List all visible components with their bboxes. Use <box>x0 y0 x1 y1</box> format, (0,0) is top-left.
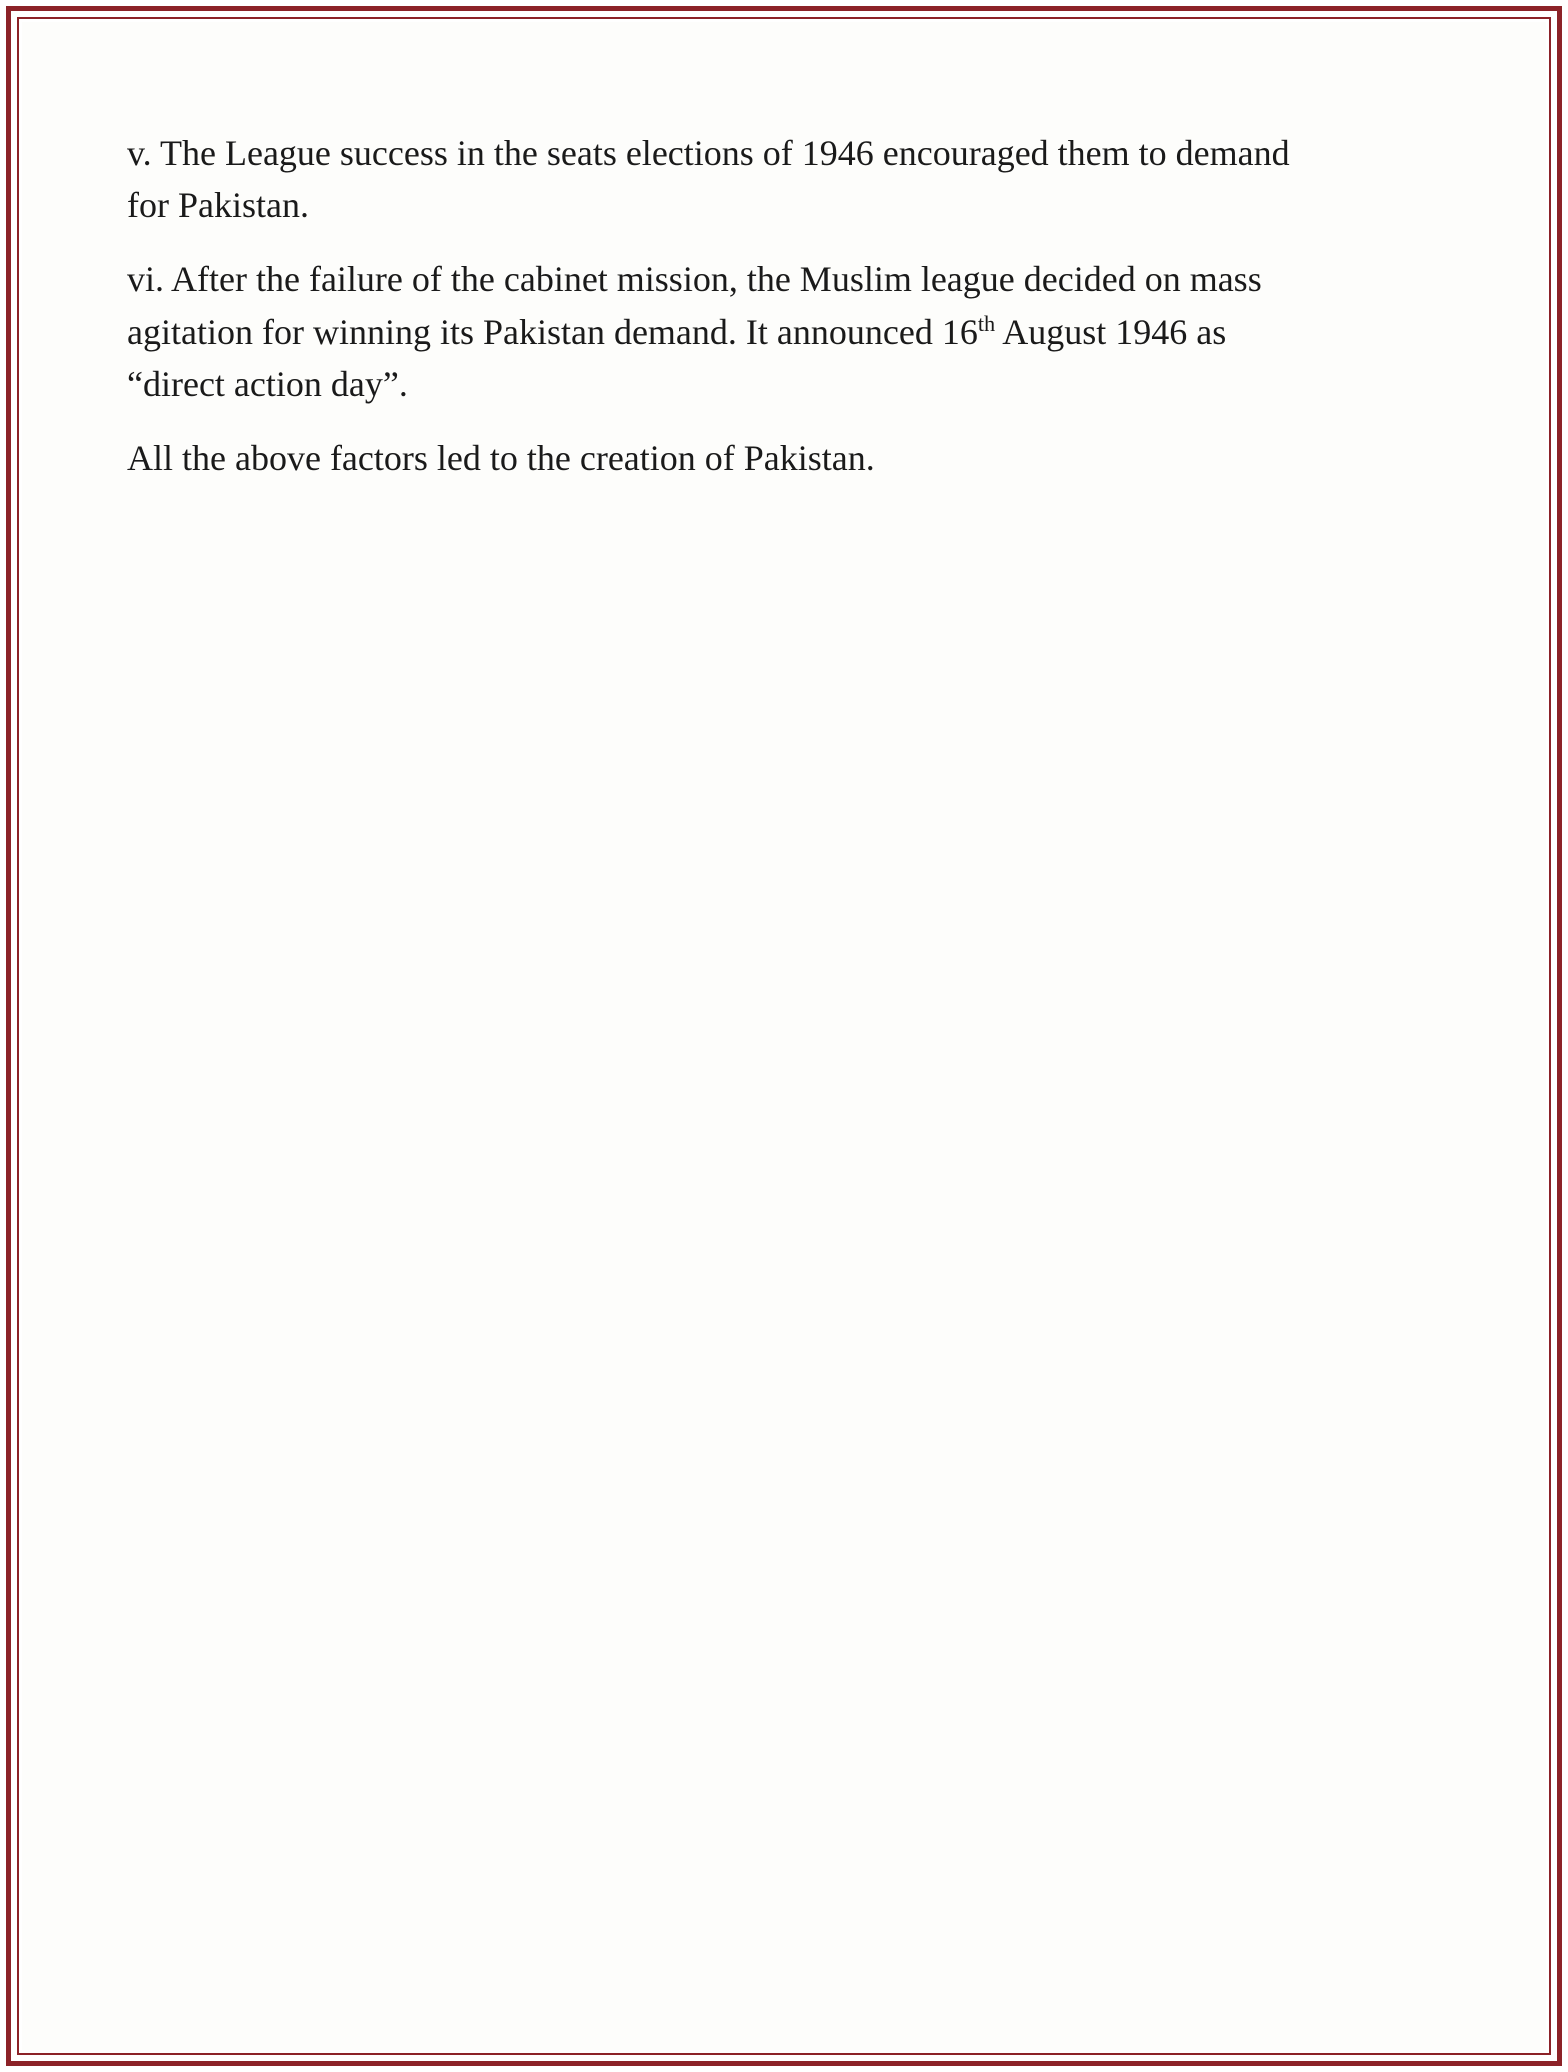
paragraph-closing <box>127 432 1317 484</box>
paragraph-item-vi-text-after: August 1946 as “direct action day”. <box>127 311 1227 404</box>
text-body <box>127 127 1317 484</box>
paragraph-item-v <box>127 127 1317 231</box>
ordinal-superscript: th <box>977 310 996 336</box>
paragraph-closing-text: All the above factors led to the creation of Pakistan. <box>127 437 875 478</box>
page-surface <box>22 22 1546 2050</box>
paragraph-item-vi-text-before: vi. After the failure of the cabinet mission, the Muslim league decided on mass agitation for winning its Pakistan demand. It announced 16 <box>127 259 1262 352</box>
paragraph-item-v-text: v. The League success in the seats elections of 1946 encouraged them to demand for Pakistan. <box>127 133 1290 226</box>
paragraph-item-vi <box>127 253 1317 410</box>
